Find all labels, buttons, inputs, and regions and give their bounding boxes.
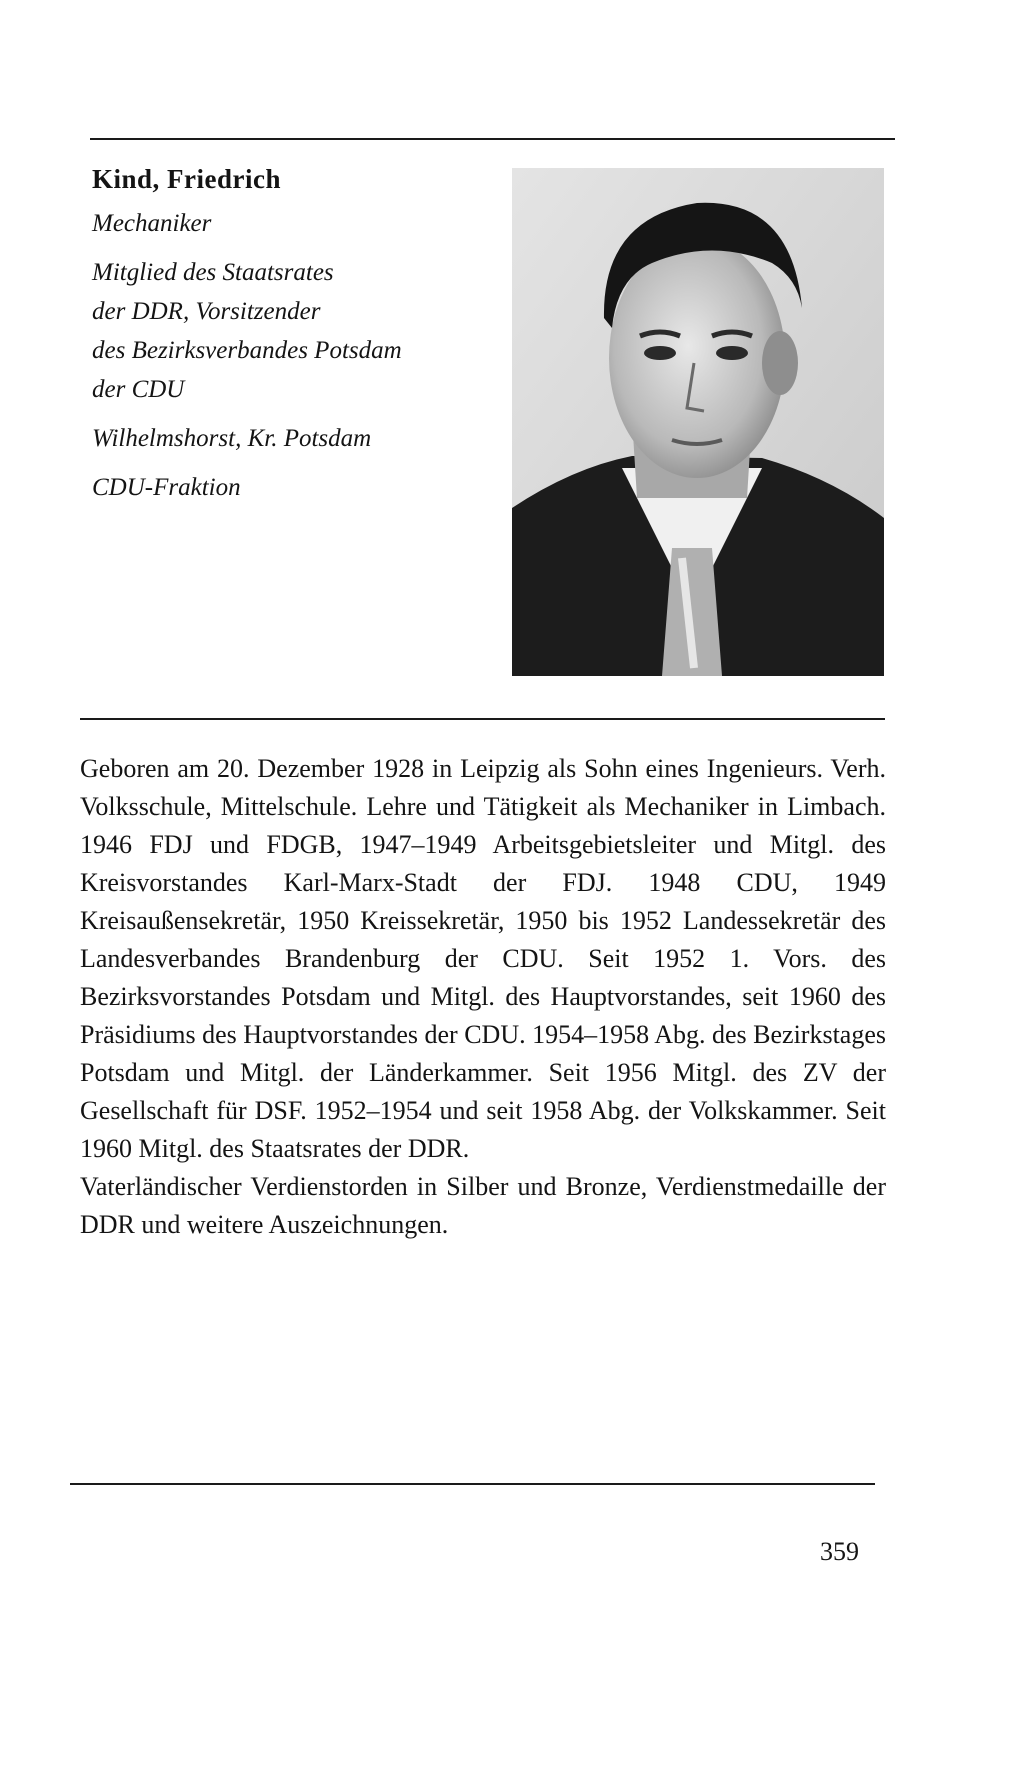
office-line-1: Mitglied des Staatsrates [92,259,334,286]
spacer [92,458,512,468]
residence: Wilhelmshorst, Kr. Potsdam [92,425,372,452]
person-name: Kind, Friedrich [92,164,281,194]
entry-header [92,162,512,507]
faction: CDU-Fraktion [92,474,241,501]
office-line-3: des Bezirksverbandes Potsdam [92,337,402,364]
office-line-2: der DDR, Vorsitzender [92,298,321,325]
office-line-4: der CDU [92,376,185,403]
biography [80,750,886,1244]
spacer [92,409,512,419]
portrait-image [512,168,884,676]
portrait-photo [512,168,884,676]
middle-rule [80,718,885,720]
biography-paragraph-2: Vaterländischer Verdienstorden in Silber und Bronze, Verdienstmedaille der DDR und weitere Auszeichnungen. [80,1172,886,1239]
spacer [92,243,512,253]
profession: Mechaniker [92,210,212,237]
top-rule [90,138,895,140]
bottom-rule [70,1483,875,1485]
biography-paragraph-1: Geboren am 20. Dezember 1928 in Leipzig als Sohn eines Ingenieurs. Verh. Volksschule, Mittelschule. Lehre und Tätigkeit als Mechaniker in Limbach. 1946 FDJ und FDGB, 1947–1949 Arbeitsgebietsleiter und Mitgl. des Kreisvorstandes Karl-Marx-Stadt der FDJ. 1948 CDU, 1949 Kreisaußensekretär, 1950 Kreissekretär, 1950 bis 1952 Landessekretär des Landesverbandes Brandenburg der CDU. Seit 1952 1. Vors. des Bezirksvorstandes Potsdam und Mitgl. des Hauptvorstandes, seit 1960 des Präsidiums des Hauptvorstandes der CDU. 1954–1958 Abg. des Bezirkstages Potsdam und Mitgl. der Länderkammer. Seit 1956 Mitgl. des ZV der Gesellschaft für DSF. 1952–1954 und seit 1958 Abg. der Volkskammer. Seit 1960 Mitgl. des Staatsrates der DDR. [80,754,886,1163]
page-number: 359 [820,1537,859,1566]
